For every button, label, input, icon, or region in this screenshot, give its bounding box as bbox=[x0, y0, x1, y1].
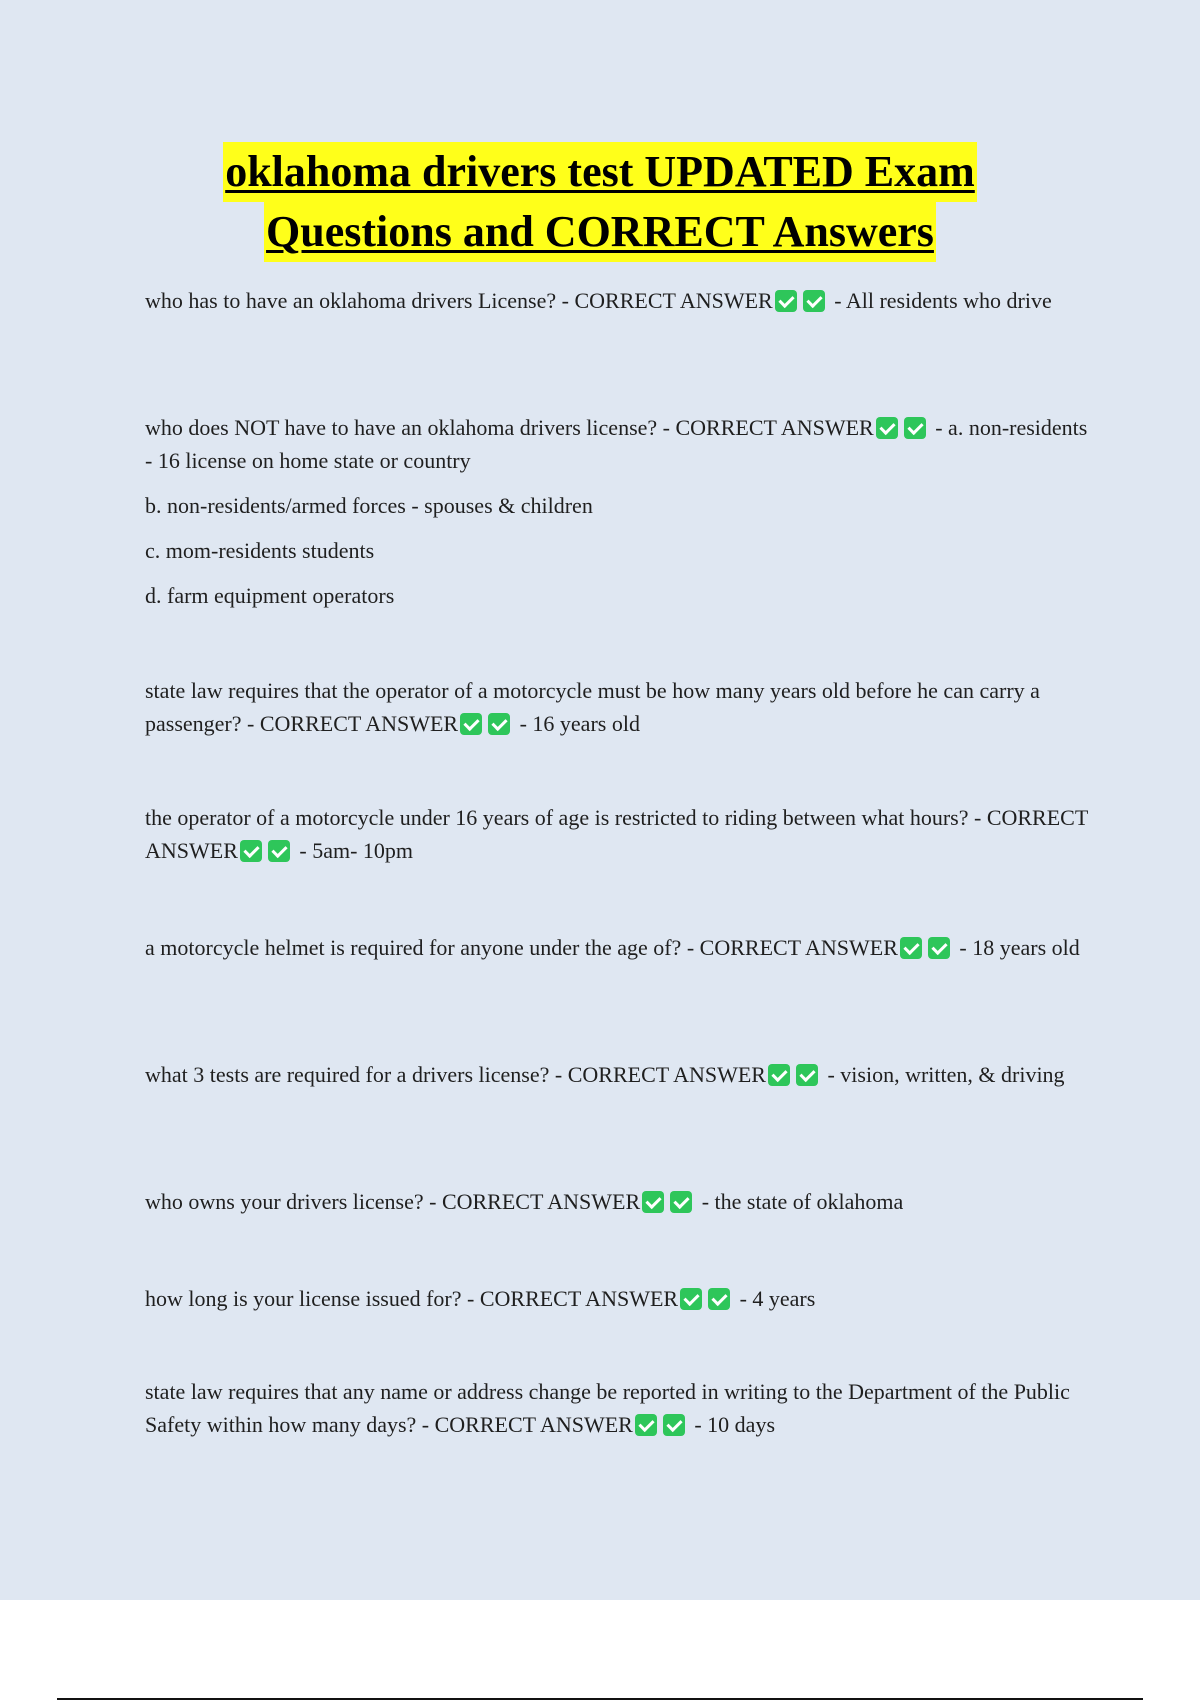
check-icon bbox=[488, 713, 510, 735]
answer-text: - 4 years bbox=[734, 1286, 816, 1311]
check-icon bbox=[928, 937, 950, 959]
question-text: the operator of a motorcycle under 16 years of age is restricted to riding between what hours? - bbox=[145, 805, 987, 830]
qa-item bbox=[145, 801, 1095, 867]
answer-text: - the state of oklahoma bbox=[696, 1189, 904, 1214]
qa-item bbox=[145, 931, 1095, 964]
question-text: state law requires that the operator of a motorcycle must be how many years old before he can carry a passenger? - bbox=[145, 678, 1040, 736]
correct-label: CORRECT ANSWER bbox=[699, 935, 898, 960]
check-icon bbox=[775, 290, 797, 312]
qa-item bbox=[145, 411, 1095, 612]
check-icon bbox=[900, 937, 922, 959]
qa-text bbox=[145, 284, 1095, 317]
check-icon bbox=[670, 1191, 692, 1213]
qa-item bbox=[145, 284, 1095, 317]
correct-label: CORRECT ANSWER bbox=[145, 805, 1088, 863]
question-text: what 3 tests are required for a drivers license? - bbox=[145, 1062, 568, 1087]
check-icon bbox=[708, 1288, 730, 1310]
correct-label: CORRECT ANSWER bbox=[567, 1062, 766, 1087]
check-icon bbox=[240, 840, 262, 862]
question-text: a motorcycle helmet is required for anyone under the age of? - bbox=[145, 935, 700, 960]
document-title bbox=[0, 142, 1200, 262]
check-icon bbox=[803, 290, 825, 312]
check-icon bbox=[796, 1064, 818, 1086]
correct-label: CORRECT ANSWER bbox=[434, 1412, 633, 1437]
check-icon bbox=[876, 417, 898, 439]
qa-text bbox=[145, 1185, 1095, 1218]
correct-label: CORRECT ANSWER bbox=[259, 711, 459, 736]
question-text: how long is your license issued for? - bbox=[145, 1286, 480, 1311]
qa-item bbox=[145, 1058, 1095, 1091]
qa-text bbox=[145, 411, 1095, 477]
qa-item bbox=[145, 1282, 1095, 1315]
answer-option: c. mom-residents students bbox=[145, 538, 375, 563]
answer-text: - 5am- 10pm bbox=[293, 838, 414, 863]
answer-text: - 18 years old bbox=[953, 935, 1080, 960]
check-icon bbox=[460, 713, 482, 735]
qa-item bbox=[145, 1185, 1095, 1218]
check-icon bbox=[642, 1191, 664, 1213]
qa-text bbox=[145, 1058, 1095, 1091]
answer-text: - vision, written, & driving bbox=[821, 1062, 1065, 1087]
answer-text: - 10 days bbox=[688, 1412, 776, 1437]
title-line-1: oklahoma drivers test UPDATED Exam bbox=[223, 142, 977, 202]
correct-label: CORRECT ANSWER bbox=[675, 415, 874, 440]
page-footer bbox=[0, 1600, 1200, 1700]
qa-text bbox=[145, 674, 1095, 740]
qa-text bbox=[145, 801, 1095, 867]
answer-option: d. farm equipment operators bbox=[145, 583, 395, 608]
correct-label: CORRECT ANSWER bbox=[574, 288, 773, 313]
check-icon bbox=[768, 1064, 790, 1086]
answer-text: - All residents who drive bbox=[828, 288, 1052, 313]
qa-item bbox=[145, 674, 1095, 740]
question-text: who does NOT have to have an oklahoma drivers license? - bbox=[145, 415, 676, 440]
question-text: state law requires that any name or address change be reported in writing to the Department of the Public Safety within how many days? - bbox=[145, 1379, 1070, 1437]
question-text: who owns your drivers license? - bbox=[145, 1189, 442, 1214]
check-icon bbox=[663, 1414, 685, 1436]
title-line-2: Questions and CORRECT Answers bbox=[264, 202, 936, 262]
check-icon bbox=[268, 840, 290, 862]
question-text: who has to have an oklahoma drivers License? - bbox=[145, 288, 575, 313]
answer-text: - 16 years old bbox=[514, 711, 640, 736]
check-icon bbox=[635, 1414, 657, 1436]
qa-item bbox=[145, 1375, 1095, 1441]
check-icon bbox=[680, 1288, 702, 1310]
answer-text: - a. non-residents - 16 license on home state or country bbox=[145, 415, 1088, 473]
qa-text bbox=[145, 931, 1095, 964]
answer-option: b. non-residents/armed forces - spouses & children bbox=[145, 493, 593, 518]
check-icon bbox=[904, 417, 926, 439]
correct-label: CORRECT ANSWER bbox=[441, 1189, 641, 1214]
qa-text bbox=[145, 1282, 1095, 1315]
correct-label: CORRECT ANSWER bbox=[479, 1286, 679, 1311]
qa-text bbox=[145, 1375, 1095, 1441]
